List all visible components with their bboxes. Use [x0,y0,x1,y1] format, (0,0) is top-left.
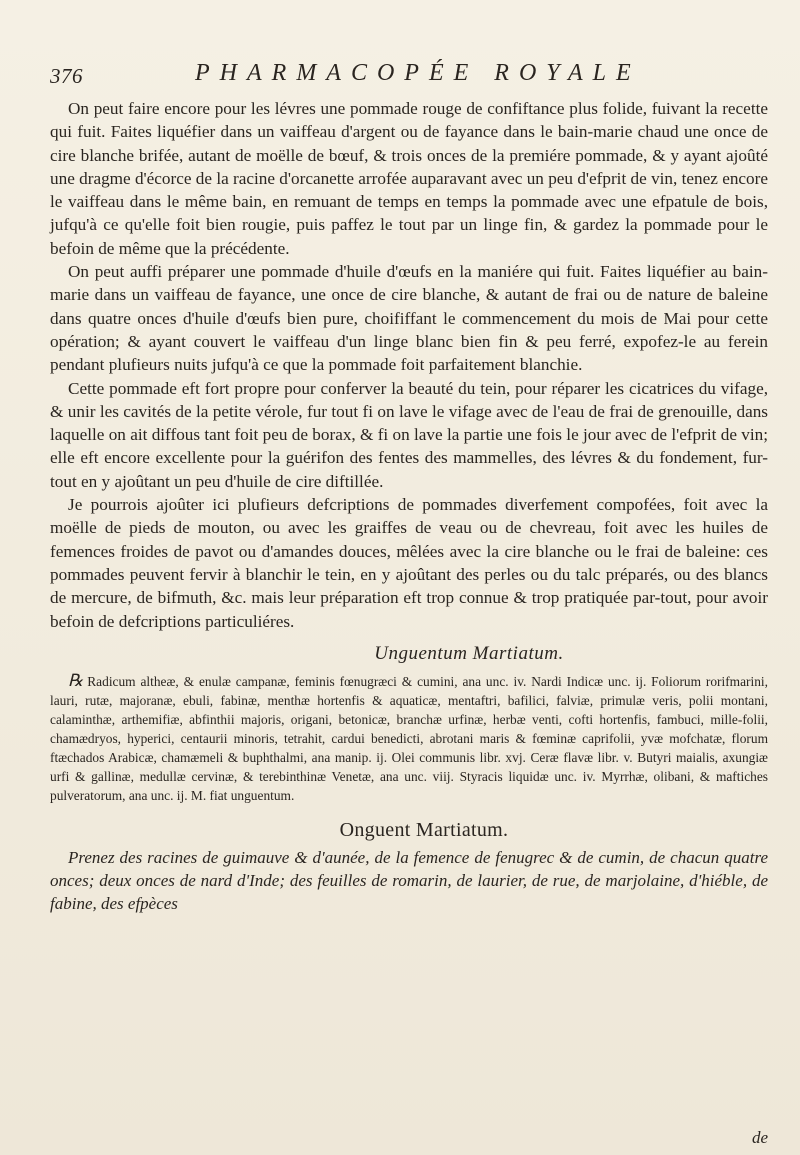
page-body [50,97,768,915]
french-section-title: Onguent Martiatum. [339,819,509,842]
page-number: 376 [50,64,83,88]
paragraph-pommade-uses: Cette pommade eft fort propre pour conferver la beauté du tein, pour réparer les cicatrices du vifage, & unir les cavités de la petite vérole, fur tout fi on lave le vifage avec de l'eau de frai de grenouille, dans laquelle on ait diffous tant foit peu de borax, & fi on lave la partie une fois le jour avec de l'efprit de vin; elle eft encore excellente pour la guérifon des fentes des mammelles, des lévres & du fondement, fur-tout en y ajoûtant un peu d'huile de cire diftillée. [50,378,768,491]
page-header [50,60,770,96]
paragraph-egg-oil-pommade: On peut auffi préparer une pommade d'huile d'œufs en la maniére qui fuit. Faites liquéfier au bain-marie dans un vaiffeau de fayance, une once de cire blanche, & autant de frai ou de nature de baleine dans quatre onces d'huile d'œufs bien pure, choififfant le commencement du mois de Mai pour cette opération; & ayant couvert le vaiffeau d'un linge blanc bien fin & peu ferré, expofez-le au ferein pendant plufieurs nuits jufqu'à ce que la pommade foit parfaitement blanchie. [50,262,768,375]
latin-recipe-text: Radicum altheæ, & enulæ campanæ, feminis fœnugræci & cumini, ana unc. iv. Nardi Indicæ unc. ij. Foliorum rorifmarini, lauri, rutæ, majoranæ, ebuli, fabinæ, menthæ hortenfis & aquaticæ, mentaftri, bafilici, falviæ, primulæ veris, polii montani, calaminthæ, arthemifiæ, abfinthii majoris, origani, betonicæ, branchæ urfinæ, herbæ venti, cofti hortenfis, fambuci, mille-folii, chamædryos, hyperici, centaurii minoris, tetrahit, cardui benedicti, abrotani maris & fœminæ caprifolii, yvæ mofchatæ, florum ftæchados Arabicæ, chamæmeli & buphthalmi, ana manip. ij. Olei communis libr. xvj. Ceræ flavæ libr. v. Butyri maialis, axungiæ urfi & gallinæ, medullæ cervinæ, & terebinthinæ Venetæ, ana unc. viij. Styracis liquidæ unc. iv. Myrrhæ, olibani, & maftiches pulveratorum, ana unc. ij. M. fiat unguentum. [50,674,768,804]
latin-recipe [50,671,768,805]
latin-section-title: Unguentum Martiatum. [374,642,564,664]
running-head: PHARMACOPÉE ROYALE [195,60,641,86]
paragraph-other-pommades: Je pourrois ajoûter ici plufieurs defcriptions de pommades diverfement compofées, foit avec la moëlle de pieds de mouton, ou avec les graiffes de veau ou de chevreau, foit avec les huiles de femences froides de pavot ou d'amandes douces, mêlées avec la cire blanche ou le frai de baleine: ces pommades peuvent fervir à blanchir le tein, en y ajoûtant des perles ou du talc préparés, ou des blancs de mercure, de bifmuth, &c. mais leur préparation eft trop connue & trop pratiquée par-tout, pour avoir befoin de defcriptions particuliéres. [50,495,768,631]
french-recipe: Prenez des racines de guimauve & d'aunée, de la femence de fenugrec & de cumin, de chacun quatre onces; deux onces de nard d'Inde; des feuilles de romarin, de laurier, de rue, de marjolaine, d'hiéble, de fabine, des efpèces [50,848,768,914]
catchword: de [751,1128,768,1147]
recipe-rx-symbol: ℞ [68,671,84,691]
paragraph-red-pommade: On peut faire encore pour les lévres une pommade rouge de confiftance plus folide, fuivant la recette qui fuit. Faites liquéfier dans un vaiffeau d'argent ou de fayance dans le bain-marie chaud une once de cire blanche brifée, autant de moëlle de bœuf, & trois onces de la premiére pommade, & y ayant ajoûté une dragme d'écorce de la racine d'orcanette arrofée auparavant avec un peu d'efprit de vin, tenez encore le vaiffeau dans le même bain, en remuant de temps en temps la pommade avec une efpatule de bois, jufqu'à ce qu'elle foit bien rougie, puis paffez le tout par un linge fin, & gardez la pommade pour le befoin de même que la précédente. [50,99,768,258]
